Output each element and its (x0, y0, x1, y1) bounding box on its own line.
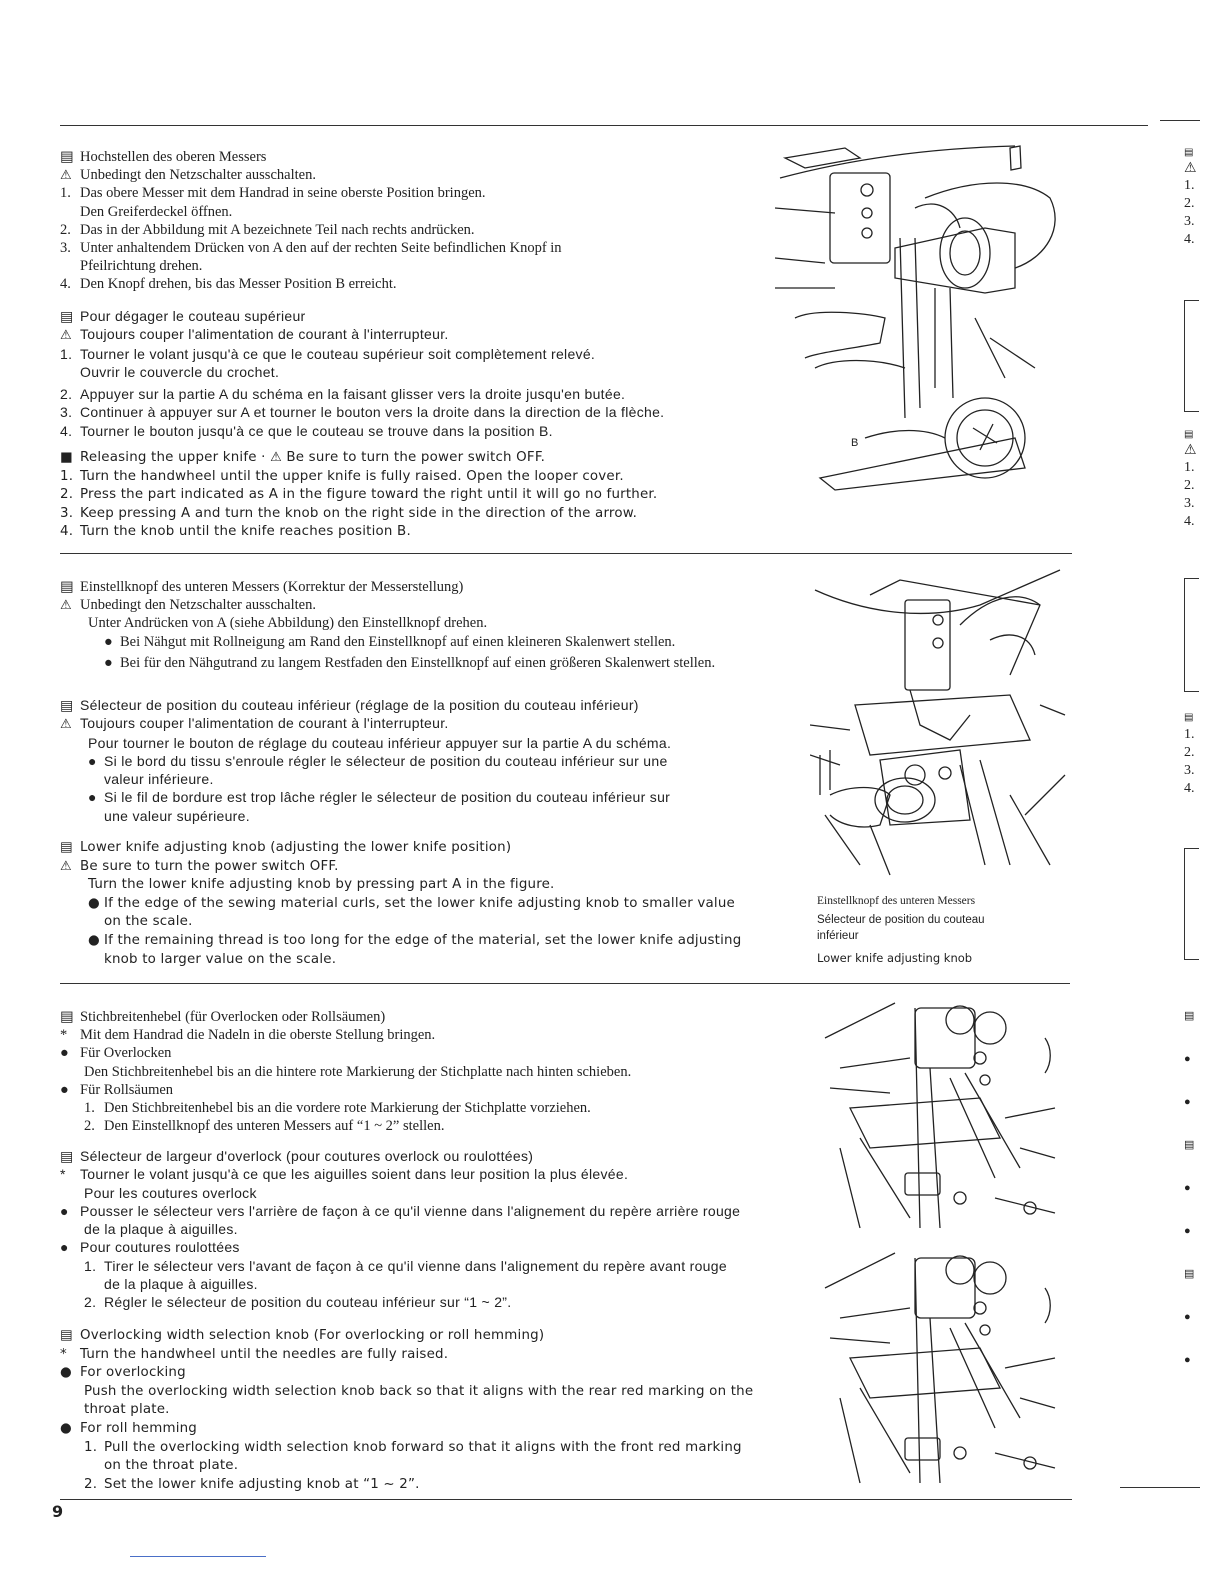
bullet-text: Si le fil de bordure est trop lâche régler le sélecteur de position du couteau inférieur sur (104, 789, 671, 806)
margin-num: 1. (1184, 178, 1195, 193)
step-text: Pfeilrichtung drehen. (80, 258, 203, 275)
sec2-de-warning: Unbedingt den Netzschalter ausschalten. (80, 597, 316, 614)
section-divider-1 (60, 553, 1072, 554)
sec3-en-b2: For roll hemming (80, 1420, 198, 1436)
bullet-text: Bei für den Nähgutrand zu langem Restfaden den Einstellknopf auf einen größeren Skalenwert stellen. (120, 654, 716, 671)
sec2-fr-warning: Toujours couper l'alimentation de courant à l'interrupteur. (80, 715, 449, 732)
step-number: 3. (60, 404, 73, 421)
sec2-german (60, 578, 715, 672)
bullet-text-cont: knob to larger value on the scale. (104, 951, 337, 967)
step-text: Appuyer sur la partie A du schéma en la faisant glisser vers la droite jusqu'en butée. (80, 386, 626, 403)
bullet-icon: ● (88, 752, 97, 769)
warning-icon: ⚠ (1184, 443, 1197, 458)
bullet-icon: ● (60, 1239, 69, 1256)
bullet-text: If the edge of the sewing material curls, set the lower knife adjusting knob to smaller value (104, 895, 735, 911)
margin-num: 4. (1184, 781, 1195, 796)
warning-icon: ⚠ (60, 716, 72, 732)
bullet-text: Si le bord du tissu s'enroule régler le sélecteur de position du couteau inférieur sur une (104, 752, 668, 769)
sec3-de-star: Mit dem Handrad die Nadeln in die oberste Stellung bringen. (80, 1027, 436, 1044)
step-text: Keep pressing A and turn the knob on the right side in the direction of the arrow. (80, 505, 638, 521)
sec3-en-b1-text: Push the overlocking width selection knob back so that it aligns with the rear red marking on the (84, 1383, 754, 1399)
step-number: 3. (60, 240, 71, 257)
bullet-icon: ● (104, 633, 113, 650)
warning-icon: ⚠ (60, 167, 72, 183)
bullet-text: Bei Nähgut mit Rollneigung am Rand den Einstellknopf auf einen kleineren Skalenwert stellen. (120, 633, 676, 650)
bullet-icon: ● (88, 932, 100, 948)
margin-num: 1. (1184, 460, 1195, 475)
overlock-width-figure-2 (820, 1248, 1060, 1493)
sec2-english (60, 839, 741, 969)
step-number: 2. (84, 1118, 95, 1135)
bullet-icon: ● (1184, 1182, 1191, 1194)
bullet-icon: ● (1184, 1053, 1191, 1065)
bullet-text: If the remaining thread is too long for the edge of the material, set the lower knife adjusting (104, 932, 742, 948)
english-flag-icon: ▤ (60, 840, 73, 855)
step-text: Régler le sélecteur de position du couteau inférieur sur “1 ~ 2”. (104, 1294, 512, 1311)
step-text: Pull the overlocking width selection knob forward so that it aligns with the front red marking (104, 1439, 742, 1455)
underline-artifact (130, 1556, 266, 1557)
sec3-fr-title: Sélecteur de largeur d'overlock (pour coutures overlock ou roulottées) (80, 1148, 534, 1164)
flag-icon: ▤ (1184, 147, 1194, 158)
sec3-en-b1-text-cont: throat plate. (84, 1402, 170, 1418)
bullet-icon: ● (1184, 1354, 1191, 1366)
bullet-text-cont: une valeur supérieure. (104, 807, 250, 824)
margin-num: 1. (1184, 727, 1195, 742)
step-number: 1. (60, 468, 74, 484)
asterisk-icon: * (60, 1027, 68, 1044)
sec3-en-b1: For overlocking (80, 1365, 186, 1381)
margin-bracket (1184, 578, 1199, 692)
sec3-de-b2: Für Rollsäumen (80, 1081, 174, 1098)
margin-steps-2 (1184, 427, 1197, 531)
step-number: 1. (84, 1100, 95, 1117)
french-flag-icon: ▤ (60, 1148, 74, 1164)
step-text: Press the part indicated as A in the figure toward the right until it will go no further. (80, 487, 658, 503)
sec1-fr-title: Pour dégager le couteau supérieur (80, 308, 306, 324)
bullet-icon: ● (1184, 1311, 1191, 1323)
sec3-fr-b1: Pousser le sélecteur vers l'arrière de façon à ce qu'il vienne dans l'alignement du repère arrière rouge (80, 1202, 741, 1219)
warning-icon: ⚠ (60, 858, 72, 874)
step-text: Unter anhaltendem Drücken von A den auf der rechten Seite befindlichen Knopf in (80, 240, 562, 257)
sec2-en-line: Turn the lower knife adjusting knob by pressing part A in the figure. (88, 877, 555, 893)
step-text: Tourner le volant jusqu'à ce que le couteau supérieur soit complètement relevé. (80, 345, 596, 362)
sec2-de-title: Einstellknopf des unteren Messers (Korrektur der Messerstellung) (80, 579, 464, 595)
step-text: Das obere Messer mit dem Handrad in seine oberste Position bringen. (80, 185, 486, 202)
sec1-english (60, 449, 657, 542)
bottom-rule (60, 1499, 1072, 1500)
bullet-text-cont: on the scale. (104, 914, 193, 930)
margin-num: 3. (1184, 214, 1195, 229)
caption-fr-2: inférieur (817, 930, 859, 942)
step-text: Den Stichbreitenhebel bis an die vordere rote Markierung der Stichplatte vorziehen. (104, 1100, 591, 1117)
step-text: Den Greiferdeckel öffnen. (80, 203, 233, 220)
bullet-icon: ● (88, 789, 97, 806)
sec1-french (60, 307, 664, 440)
step-number: 4. (60, 524, 74, 540)
margin-num: 3. (1184, 496, 1195, 511)
german-flag-icon: ▤ (60, 579, 74, 595)
sec3-de-b1-text: Den Stichbreitenhebel bis an die hintere rote Markierung der Stichplatte nach hinten schieben. (84, 1063, 632, 1080)
step-number: 1. (84, 1439, 98, 1455)
english-flag-icon: ▤ (60, 1328, 73, 1343)
sec3-fr-star: Tourner le volant jusqu'à ce que les aiguilles soient dans leur position la plus élevée. (80, 1166, 629, 1183)
sec2-de-line: Unter Andrücken von A (siehe Abbildung) den Einstellknopf drehen. (88, 615, 488, 632)
overlock-width-figure-1 (820, 998, 1060, 1238)
sec3-french (60, 1147, 740, 1312)
flag-icon: ▤ (1184, 1139, 1195, 1151)
step-text: Den Einstellknopf des unteren Messers auf “1 ~ 2” stellen. (104, 1118, 445, 1135)
margin-bullets (1184, 995, 1194, 1382)
step-number: 2. (60, 386, 73, 403)
step-number: 3. (60, 505, 74, 521)
margin-num: 2. (1184, 196, 1195, 211)
lower-knife-figure (810, 565, 1070, 880)
sec1-en-title: Releasing the upper knife · (80, 450, 266, 465)
english-flag-icon: ■ (60, 450, 73, 465)
bullet-icon: ● (60, 1202, 69, 1219)
step-number: 1. (84, 1257, 97, 1274)
bullet-icon: ● (60, 1420, 72, 1436)
warning-icon: ⚠ (60, 327, 72, 343)
sec3-de-b1: Für Overlocken (80, 1045, 172, 1062)
sec1-german (60, 148, 562, 294)
sec3-de-title: Stichbreitenhebel (für Overlocken oder Rollsäumen) (80, 1009, 386, 1025)
bullet-icon: ● (1184, 1225, 1191, 1237)
step-text: Ouvrir le couvercle du crochet. (80, 363, 280, 380)
step-text: Tourner le bouton jusqu'à ce que le couteau se trouve dans la position B. (80, 422, 553, 439)
step-text: on the throat plate. (104, 1458, 239, 1474)
sec2-french (60, 696, 671, 825)
sec1-en-warning: Be sure to turn the power switch OFF. (286, 450, 546, 465)
asterisk-icon: * (60, 1166, 66, 1183)
sec3-english (60, 1327, 753, 1494)
step-number: 2. (60, 487, 74, 503)
caption-en: Lower knife adjusting knob (817, 951, 973, 965)
margin-steps-3 (1184, 710, 1195, 798)
page-number: 9 (52, 1502, 64, 1521)
step-text: Turn the handwheel until the upper knife is fully raised. Open the looper cover. (80, 468, 624, 484)
step-number: 4. (60, 276, 71, 293)
margin-steps-1 (1184, 145, 1197, 249)
warning-icon: ⚠ (60, 597, 72, 613)
step-number: 2. (84, 1476, 98, 1492)
sec1-de-warning: Unbedingt den Netzschalter ausschalten. (80, 167, 316, 184)
step-number: 1. (60, 185, 71, 202)
step-text: Den Knopf drehen, bis das Messer Position B erreicht. (80, 276, 397, 293)
french-flag-icon: ▤ (60, 308, 74, 324)
warning-icon: ⚠ (270, 450, 282, 465)
margin-num: 2. (1184, 478, 1195, 493)
flag-icon: ▤ (1184, 429, 1194, 440)
sec2-en-title: Lower knife adjusting knob (adjusting the lower knife position) (80, 840, 512, 855)
asterisk-icon: * (60, 1346, 67, 1362)
sec2-fr-title: Sélecteur de position du couteau inférieur (réglage de la position du couteau inférieur) (80, 697, 639, 713)
bullet-icon: ● (1184, 1096, 1191, 1108)
sec3-fr-b0: Pour les coutures overlock (84, 1184, 257, 1201)
caption-de: Einstellknopf des unteren Messers (817, 895, 976, 907)
margin-num: 3. (1184, 763, 1195, 778)
margin-num: 4. (1184, 514, 1195, 529)
flag-icon: ▤ (1184, 712, 1194, 723)
figure-label-b: B (851, 437, 859, 449)
step-number: 1. (60, 345, 73, 362)
sec2-en-warning: Be sure to turn the power switch OFF. (80, 858, 339, 874)
bullet-icon: ● (104, 654, 113, 671)
sec3-fr-b2: Pour coutures roulottées (80, 1239, 240, 1256)
margin-num: 4. (1184, 232, 1195, 247)
step-number: 2. (84, 1294, 97, 1311)
step-text: Set the lower knife adjusting knob at “1 ~ 2”. (104, 1476, 420, 1492)
sec3-fr-b1-cont: de la plaque à aiguilles. (84, 1221, 238, 1238)
sec3-en-star: Turn the handwheel until the needles are fully raised. (80, 1346, 449, 1362)
top-rule-margin (1160, 120, 1200, 121)
step-text: Das in der Abbildung mit A bezeichnete Teil nach rechts andrücken. (80, 221, 475, 238)
upper-knife-figure (775, 138, 1075, 493)
bottom-rule-margin (1120, 1487, 1200, 1488)
top-rule (60, 125, 1148, 126)
german-flag-icon: ▤ (60, 149, 74, 165)
bullet-icon: ● (60, 1045, 69, 1062)
warning-icon: ⚠ (1184, 161, 1197, 176)
flag-icon: ▤ (1184, 1268, 1195, 1280)
german-flag-icon: ▤ (60, 1009, 74, 1025)
margin-bracket (1184, 848, 1199, 960)
bullet-text-cont: valeur inférieure. (104, 771, 214, 788)
sec1-fr-warning: Toujours couper l'alimentation de courant à l'interrupteur. (80, 326, 449, 343)
sec3-en-title: Overlocking width selection knob (For overlocking or roll hemming) (80, 1328, 545, 1343)
margin-num: 2. (1184, 745, 1195, 760)
step-text: Turn the knob until the knife reaches position B. (80, 524, 411, 540)
flag-icon: ▤ (1184, 1010, 1195, 1022)
section-divider-2 (60, 983, 1070, 984)
sec1-de-title: Hochstellen des oberen Messers (80, 149, 267, 165)
sec3-german (60, 1008, 631, 1135)
step-text: de la plaque à aiguilles. (104, 1276, 258, 1293)
sec2-fr-line: Pour tourner le bouton de réglage du couteau inférieur appuyer sur la partie A du schéma. (88, 734, 672, 751)
caption-fr-1: Sélecteur de position du couteau (817, 914, 985, 926)
bullet-icon: ● (88, 895, 100, 911)
step-text: Tirer le sélecteur vers l'avant de façon à ce qu'il vienne dans l'alignement du repère avant rouge (104, 1257, 727, 1274)
margin-bracket (1184, 300, 1199, 412)
bullet-icon: ● (60, 1365, 72, 1381)
step-number: 4. (60, 422, 73, 439)
bullet-icon: ● (60, 1081, 69, 1098)
french-flag-icon: ▤ (60, 697, 74, 713)
step-text: Continuer à appuyer sur A et tourner le bouton vers la droite dans la direction de la flèche. (80, 404, 665, 421)
step-number: 2. (60, 221, 71, 238)
